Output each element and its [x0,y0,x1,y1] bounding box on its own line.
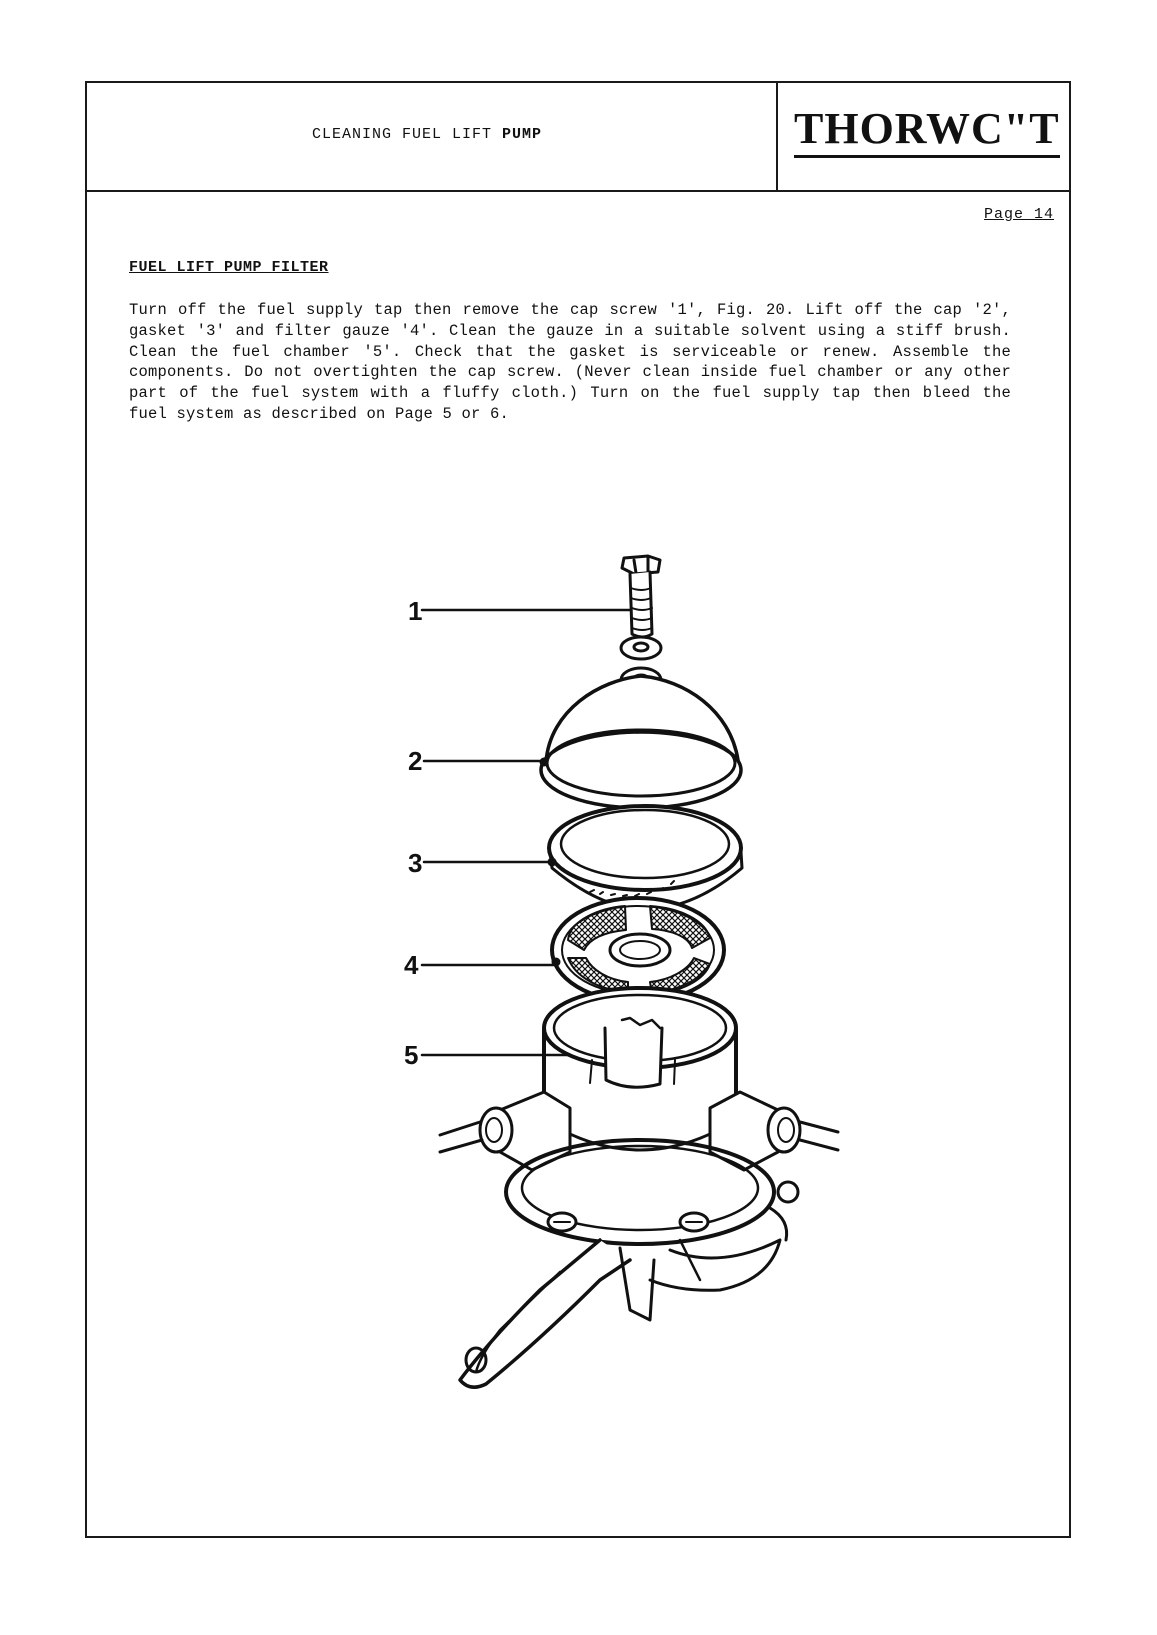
header [87,83,1069,192]
fuel-pump-drawing [300,480,860,1430]
page-number: Page 14 [983,206,1054,223]
page-title [312,126,542,143]
callout-number: 1 [408,596,423,626]
section-heading: FUEL LIFT PUMP FILTER [129,259,329,276]
callout-number: 4 [404,950,419,980]
fuel-chamber [440,988,838,1387]
callout-2 [408,746,542,776]
callout-3 [408,848,550,878]
callout-4 [404,950,554,980]
brand-logo: THORWC"T [794,103,1060,158]
callout-number: 2 [408,746,423,776]
header-title-cell [87,83,778,190]
cap-screw [621,556,661,692]
page-title-bold: PUMP [502,126,543,143]
callout-1 [408,596,634,626]
callout-5 [404,1040,572,1070]
body-paragraph: Turn off the fuel supply tap then remove the cap screw '1', Fig. 20. Lift off the cap '2', gasket '3' and filter gauze '4'. Clean the gauze in a suitable solvent using a stiff brush. Clean the fuel chamber '5'. Check that the gasket is serviceable or renew. Assemble the components. Do not overtighten the cap screw. (Never clean inside fuel chamber or any other part of the fuel system with a fluffy cloth.) Turn on the fuel supply tap then bleed the fuel system as described on Page 5 or 6. [129,301,1011,423]
gasket [549,806,742,910]
page-title-prefix: CLEANING FUEL LIFT [312,126,503,143]
dome-cap [541,676,741,808]
fuel-pump-illustration [300,480,860,1430]
callout-number: 5 [404,1040,419,1070]
callout-number: 3 [408,848,423,878]
